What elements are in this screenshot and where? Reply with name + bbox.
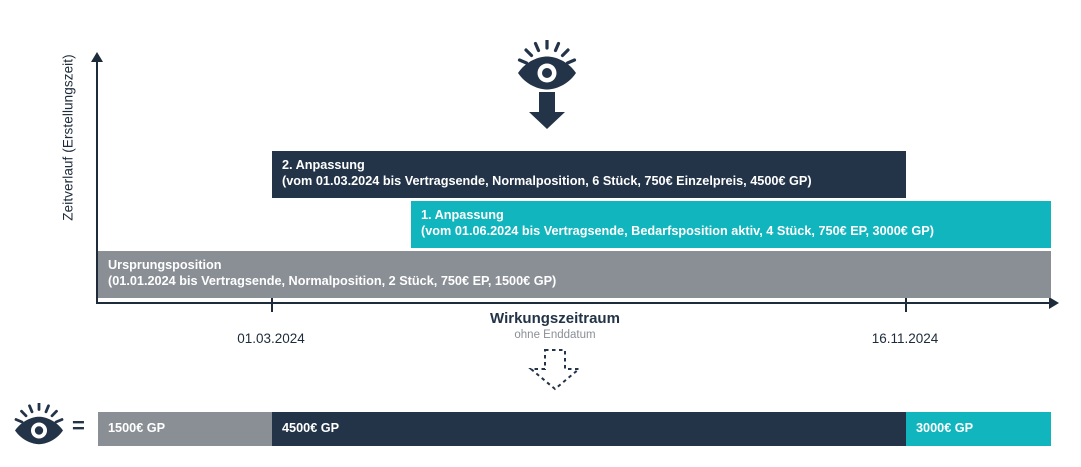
x-axis [96,302,1051,304]
x-axis-arrow-icon [1049,297,1059,309]
arrow-down-icon [528,92,566,130]
summary-segment-1[interactable]: 1500€ GP [98,412,272,446]
bar-adjustment-1[interactable] [411,201,1051,248]
effect-period-title: Wirkungszeitraum [490,310,620,327]
bar-title: 2. Anpassung [282,158,365,172]
bar-adjustment-2[interactable] [272,151,906,198]
bar-detail: (vom 01.06.2024 bis Vertragsende, Bedarfsposition aktiv, 4 Stück, 750€ EP, 3000€ GP) [421,223,934,238]
x-axis-tick-label: 16.11.2024 [871,331,939,346]
x-axis-tick-label: 01.03.2024 [237,331,305,346]
effect-period-subtitle: ohne Enddatum [514,329,596,341]
eye-icon [10,403,68,445]
equals-sign: = [72,413,85,438]
bar-title: Ursprungsposition [108,258,222,272]
y-axis-label: Zeitverlauf (Erstellungszeit) [60,54,76,221]
y-axis-arrow-icon [91,52,103,62]
bar-detail: (01.01.2024 bis Vertragsende, Normalposition, 2 Stück, 750€ EP, 1500€ GP) [108,273,557,288]
dashed-arrow-down-icon [528,349,582,391]
summary-segment-2[interactable]: 4500€ GP [272,412,906,446]
bar-original[interactable] [98,251,1051,298]
summary-segment-3[interactable]: 3000€ GP [906,412,1051,446]
bar-title: 1. Anpassung [421,208,504,222]
bar-detail: (vom 01.03.2024 bis Vertragsende, Normalposition, 6 Stück, 750€ Einzelpreis, 4500€ GP) [282,173,812,188]
eye-icon [512,40,582,90]
